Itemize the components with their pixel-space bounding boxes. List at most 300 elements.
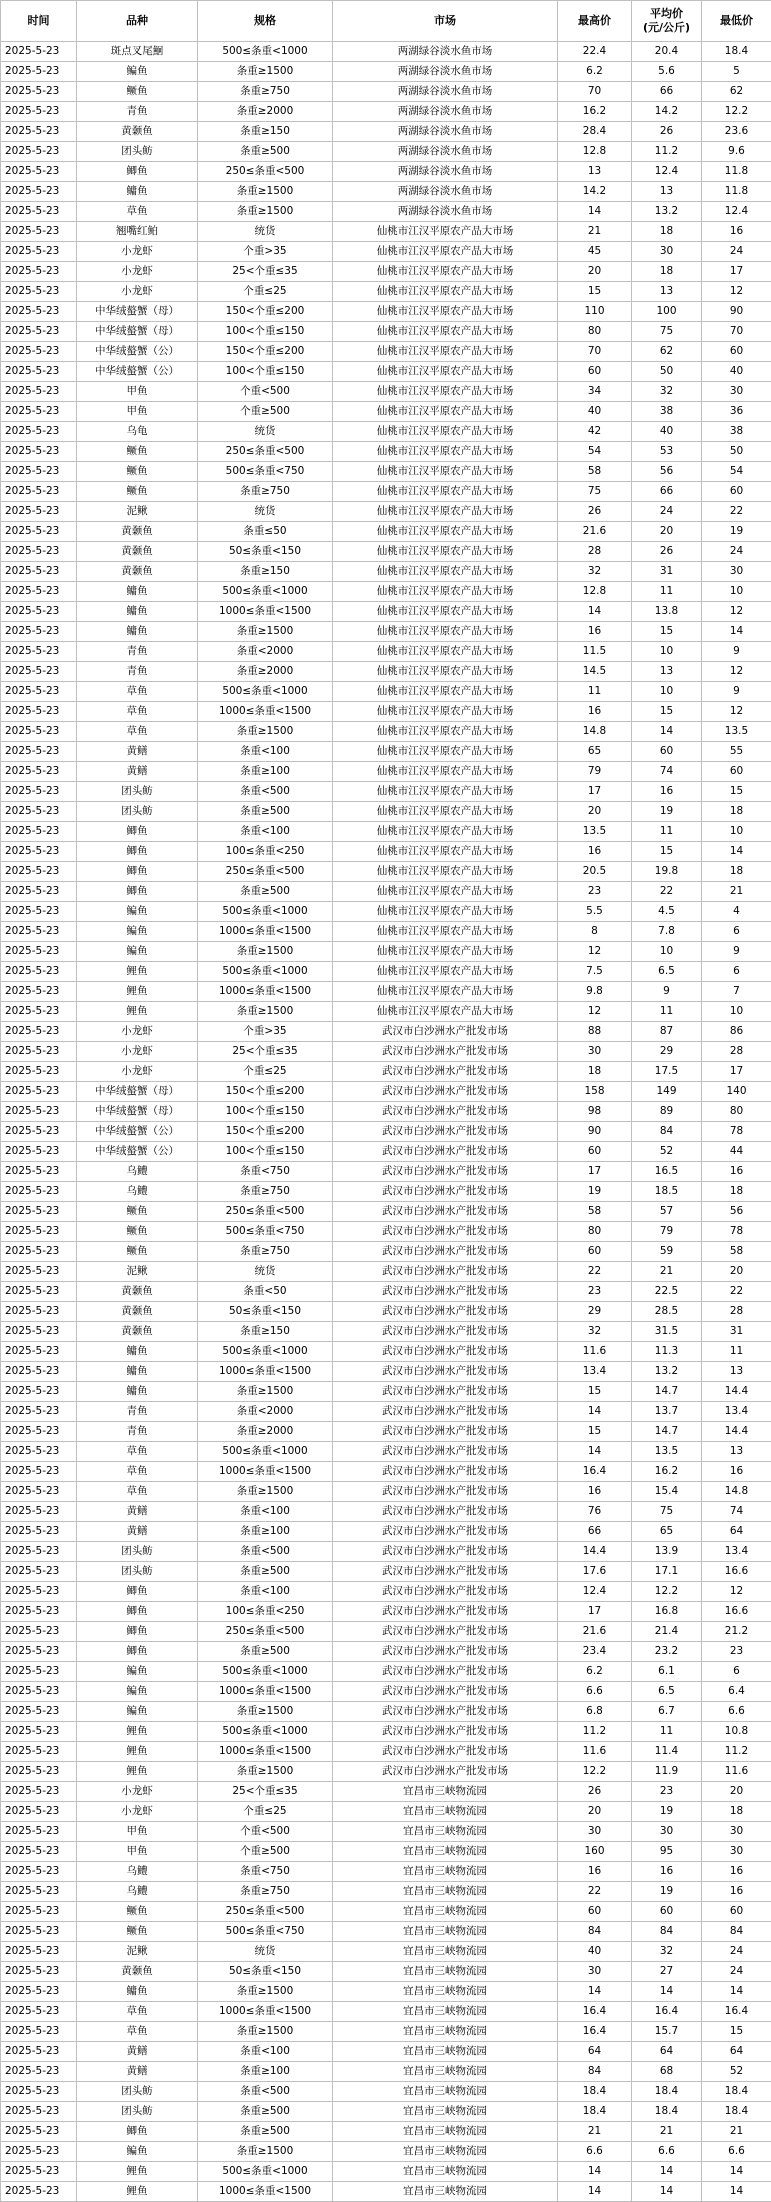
cell-low-price: 22 (702, 502, 771, 522)
cell-time: 2025-5-23 (1, 1282, 77, 1302)
cell-avg-price: 17.5 (632, 1062, 702, 1082)
cell-avg-price: 26 (632, 122, 702, 142)
cell-market: 仙桃市江汉平原农产品大市场 (333, 702, 558, 722)
cell-variety: 团头鲂 (77, 142, 198, 162)
cell-high-price: 58 (558, 1202, 632, 1222)
cell-low-price: 86 (702, 1022, 771, 1042)
cell-avg-price: 32 (632, 382, 702, 402)
cell-avg-price: 11 (632, 1002, 702, 1022)
cell-high-price: 23.4 (558, 1642, 632, 1662)
cell-spec: 统货 (198, 1942, 333, 1962)
cell-variety: 中华绒螯蟹（公） (77, 362, 198, 382)
table-row (1, 862, 771, 882)
cell-variety: 鲤鱼 (77, 1762, 198, 1782)
cell-low-price: 4 (702, 902, 771, 922)
cell-avg-price: 15 (632, 842, 702, 862)
cell-time: 2025-5-23 (1, 442, 77, 462)
cell-time: 2025-5-23 (1, 982, 77, 1002)
cell-time: 2025-5-23 (1, 722, 77, 742)
table-row (1, 1562, 771, 1582)
cell-high-price: 17 (558, 782, 632, 802)
cell-market: 武汉市白沙洲水产批发市场 (333, 1042, 558, 1062)
cell-spec: 条重≥2000 (198, 102, 333, 122)
header-row (1, 1, 771, 42)
cell-time: 2025-5-23 (1, 262, 77, 282)
cell-low-price: 14.8 (702, 1482, 771, 1502)
table-row (1, 762, 771, 782)
cell-time: 2025-5-23 (1, 362, 77, 382)
cell-market: 武汉市白沙洲水产批发市场 (333, 1562, 558, 1582)
cell-avg-price: 64 (632, 2042, 702, 2062)
cell-market: 武汉市白沙洲水产批发市场 (333, 1622, 558, 1642)
cell-avg-price: 19 (632, 1882, 702, 1902)
cell-high-price: 16.4 (558, 2002, 632, 2022)
cell-market: 武汉市白沙洲水产批发市场 (333, 1122, 558, 1142)
table-row (1, 1462, 771, 1482)
cell-time: 2025-5-23 (1, 62, 77, 82)
cell-time: 2025-5-23 (1, 1862, 77, 1882)
cell-high-price: 60 (558, 1242, 632, 1262)
cell-spec: 150<个重≤200 (198, 1122, 333, 1142)
cell-spec: 100<个重≤150 (198, 322, 333, 342)
cell-low-price: 9.6 (702, 142, 771, 162)
cell-time: 2025-5-23 (1, 1882, 77, 1902)
cell-market: 仙桃市江汉平原农产品大市场 (333, 882, 558, 902)
cell-avg-price: 66 (632, 82, 702, 102)
cell-avg-price: 19 (632, 802, 702, 822)
cell-avg-price: 16.2 (632, 1462, 702, 1482)
cell-spec: 条重≥150 (198, 122, 333, 142)
cell-low-price: 6 (702, 962, 771, 982)
table-row (1, 1022, 771, 1042)
cell-avg-price: 9 (632, 982, 702, 1002)
cell-market: 仙桃市江汉平原农产品大市场 (333, 722, 558, 742)
cell-high-price: 16 (558, 842, 632, 862)
cell-time: 2025-5-23 (1, 702, 77, 722)
table-row (1, 962, 771, 982)
cell-market: 武汉市白沙洲水产批发市场 (333, 1722, 558, 1742)
cell-spec: 个重<500 (198, 1822, 333, 1842)
cell-spec: 个重≥500 (198, 402, 333, 422)
header-avg-unit: (元/公斤) (643, 21, 690, 34)
cell-low-price: 12 (702, 1582, 771, 1602)
cell-high-price: 11.2 (558, 1722, 632, 1742)
cell-variety: 草鱼 (77, 722, 198, 742)
table-row (1, 1682, 771, 1702)
cell-market: 两湖绿谷淡水鱼市场 (333, 82, 558, 102)
cell-low-price: 16 (702, 222, 771, 242)
cell-high-price: 20 (558, 1802, 632, 1822)
cell-avg-price: 65 (632, 1522, 702, 1542)
cell-market: 仙桃市江汉平原农产品大市场 (333, 962, 558, 982)
cell-variety: 乌鳢 (77, 1882, 198, 1902)
cell-time: 2025-5-23 (1, 1342, 77, 1362)
cell-market: 仙桃市江汉平原农产品大市场 (333, 282, 558, 302)
table-row (1, 1722, 771, 1742)
cell-market: 宜昌市三峡物流园 (333, 2062, 558, 2082)
cell-time: 2025-5-23 (1, 1162, 77, 1182)
cell-low-price: 54 (702, 462, 771, 482)
cell-spec: 个重>35 (198, 1022, 333, 1042)
cell-market: 宜昌市三峡物流园 (333, 1782, 558, 1802)
cell-low-price: 60 (702, 762, 771, 782)
cell-market: 仙桃市江汉平原农产品大市场 (333, 582, 558, 602)
cell-avg-price: 75 (632, 322, 702, 342)
cell-variety: 团头鲂 (77, 1562, 198, 1582)
cell-variety: 鳊鱼 (77, 922, 198, 942)
cell-avg-price: 15.7 (632, 2022, 702, 2042)
cell-spec: 条重≥100 (198, 762, 333, 782)
cell-time: 2025-5-23 (1, 1662, 77, 1682)
cell-low-price: 21.2 (702, 1622, 771, 1642)
header-spec: 规格 (198, 1, 333, 42)
cell-high-price: 76 (558, 1502, 632, 1522)
cell-avg-price: 13.2 (632, 202, 702, 222)
cell-time: 2025-5-23 (1, 122, 77, 142)
cell-market: 宜昌市三峡物流园 (333, 1922, 558, 1942)
cell-avg-price: 60 (632, 742, 702, 762)
cell-time: 2025-5-23 (1, 182, 77, 202)
cell-variety: 青鱼 (77, 662, 198, 682)
cell-low-price: 23 (702, 1642, 771, 1662)
cell-low-price: 12 (702, 602, 771, 622)
table-row (1, 662, 771, 682)
cell-time: 2025-5-23 (1, 602, 77, 622)
table-row (1, 902, 771, 922)
table-row (1, 562, 771, 582)
cell-variety: 甲鱼 (77, 382, 198, 402)
cell-avg-price: 11 (632, 822, 702, 842)
cell-spec: 条重≥150 (198, 1322, 333, 1342)
cell-high-price: 19 (558, 1182, 632, 1202)
cell-avg-price: 15 (632, 622, 702, 642)
cell-spec: 统货 (198, 502, 333, 522)
cell-low-price: 50 (702, 442, 771, 462)
cell-variety: 草鱼 (77, 2022, 198, 2042)
cell-high-price: 11.5 (558, 642, 632, 662)
cell-variety: 鲤鱼 (77, 982, 198, 1002)
cell-avg-price: 13.9 (632, 1542, 702, 1562)
cell-time: 2025-5-23 (1, 1562, 77, 1582)
cell-time: 2025-5-23 (1, 42, 77, 62)
cell-variety: 鲫鱼 (77, 1642, 198, 1662)
table-row (1, 122, 771, 142)
cell-high-price: 60 (558, 1142, 632, 1162)
cell-low-price: 16.6 (702, 1562, 771, 1582)
cell-spec: 条重≥500 (198, 2122, 333, 2142)
cell-avg-price: 16 (632, 1862, 702, 1882)
cell-spec: 条重≥500 (198, 1642, 333, 1662)
cell-avg-price: 13.5 (632, 1442, 702, 1462)
cell-low-price: 12 (702, 702, 771, 722)
cell-spec: 150<个重≤200 (198, 1082, 333, 1102)
cell-market: 武汉市白沙洲水产批发市场 (333, 1502, 558, 1522)
cell-low-price: 74 (702, 1502, 771, 1522)
cell-time: 2025-5-23 (1, 422, 77, 442)
cell-low-price: 16.4 (702, 2002, 771, 2022)
cell-avg-price: 21 (632, 2122, 702, 2142)
cell-low-price: 21 (702, 2122, 771, 2142)
cell-market: 武汉市白沙洲水产批发市场 (333, 1242, 558, 1262)
cell-time: 2025-5-23 (1, 1502, 77, 1522)
cell-variety: 斑点叉尾鮰 (77, 42, 198, 62)
cell-market: 宜昌市三峡物流园 (333, 2082, 558, 2102)
cell-high-price: 11.6 (558, 1742, 632, 1762)
cell-spec: 条重≥750 (198, 1242, 333, 1262)
cell-time: 2025-5-23 (1, 102, 77, 122)
cell-spec: 500≤条重<1000 (198, 42, 333, 62)
cell-market: 宜昌市三峡物流园 (333, 2042, 558, 2062)
cell-spec: 500≤条重<750 (198, 1922, 333, 1942)
cell-time: 2025-5-23 (1, 282, 77, 302)
cell-time: 2025-5-23 (1, 682, 77, 702)
table-row (1, 302, 771, 322)
table-row (1, 1762, 771, 1782)
cell-high-price: 5.5 (558, 902, 632, 922)
cell-spec: 500≤条重<1000 (198, 962, 333, 982)
cell-time: 2025-5-23 (1, 462, 77, 482)
table-row (1, 182, 771, 202)
cell-low-price: 55 (702, 742, 771, 762)
cell-high-price: 14.5 (558, 662, 632, 682)
cell-time: 2025-5-23 (1, 1382, 77, 1402)
cell-high-price: 79 (558, 762, 632, 782)
cell-time: 2025-5-23 (1, 1922, 77, 1942)
cell-time: 2025-5-23 (1, 1762, 77, 1782)
cell-avg-price: 66 (632, 482, 702, 502)
table-row (1, 382, 771, 402)
cell-variety: 小龙虾 (77, 1062, 198, 1082)
cell-high-price: 75 (558, 482, 632, 502)
cell-high-price: 40 (558, 1942, 632, 1962)
cell-time: 2025-5-23 (1, 802, 77, 822)
cell-spec: 250≤条重<500 (198, 1902, 333, 1922)
cell-time: 2025-5-23 (1, 1242, 77, 1262)
cell-low-price: 70 (702, 322, 771, 342)
table-row (1, 262, 771, 282)
cell-spec: 100<个重≤150 (198, 362, 333, 382)
cell-avg-price: 26 (632, 542, 702, 562)
cell-spec: 条重≥1500 (198, 1702, 333, 1722)
cell-time: 2025-5-23 (1, 162, 77, 182)
cell-market: 仙桃市江汉平原农产品大市场 (333, 462, 558, 482)
cell-market: 仙桃市江汉平原农产品大市场 (333, 762, 558, 782)
cell-avg-price: 29 (632, 1042, 702, 1062)
cell-time: 2025-5-23 (1, 1402, 77, 1422)
cell-high-price: 6.2 (558, 62, 632, 82)
cell-avg-price: 75 (632, 1502, 702, 1522)
cell-low-price: 60 (702, 342, 771, 362)
cell-market: 仙桃市江汉平原农产品大市场 (333, 602, 558, 622)
cell-avg-price: 4.5 (632, 902, 702, 922)
cell-spec: 条重≥1500 (198, 182, 333, 202)
cell-variety: 黄颡鱼 (77, 122, 198, 142)
cell-high-price: 158 (558, 1082, 632, 1102)
cell-spec: 统货 (198, 422, 333, 442)
cell-spec: 条重<750 (198, 1162, 333, 1182)
cell-market: 武汉市白沙洲水产批发市场 (333, 1662, 558, 1682)
cell-low-price: 38 (702, 422, 771, 442)
table-row (1, 322, 771, 342)
cell-market: 武汉市白沙洲水产批发市场 (333, 1222, 558, 1242)
cell-market: 武汉市白沙洲水产批发市场 (333, 1582, 558, 1602)
cell-high-price: 60 (558, 1902, 632, 1922)
cell-high-price: 14 (558, 202, 632, 222)
cell-low-price: 14 (702, 2182, 771, 2202)
cell-time: 2025-5-23 (1, 902, 77, 922)
cell-variety: 草鱼 (77, 1462, 198, 1482)
cell-variety: 乌鳢 (77, 1162, 198, 1182)
cell-time: 2025-5-23 (1, 1042, 77, 1062)
table-row (1, 42, 771, 62)
cell-market: 武汉市白沙洲水产批发市场 (333, 1542, 558, 1562)
cell-spec: 25<个重≤35 (198, 1782, 333, 1802)
cell-low-price: 12.4 (702, 202, 771, 222)
cell-market: 武汉市白沙洲水产批发市场 (333, 1602, 558, 1622)
cell-avg-price: 11 (632, 582, 702, 602)
cell-time: 2025-5-23 (1, 1062, 77, 1082)
cell-avg-price: 14 (632, 2162, 702, 2182)
cell-spec: 条重<100 (198, 742, 333, 762)
cell-market: 仙桃市江汉平原农产品大市场 (333, 802, 558, 822)
cell-low-price: 22 (702, 1282, 771, 1302)
cell-avg-price: 20.4 (632, 42, 702, 62)
table-row (1, 2122, 771, 2142)
cell-time: 2025-5-23 (1, 242, 77, 262)
cell-low-price: 64 (702, 2042, 771, 2062)
cell-time: 2025-5-23 (1, 1982, 77, 2002)
cell-avg-price: 84 (632, 1122, 702, 1142)
cell-low-price: 18.4 (702, 42, 771, 62)
cell-low-price: 24 (702, 1942, 771, 1962)
table-row (1, 1082, 771, 1102)
cell-high-price: 28 (558, 542, 632, 562)
cell-avg-price: 13 (632, 182, 702, 202)
cell-time: 2025-5-23 (1, 502, 77, 522)
cell-variety: 鲫鱼 (77, 882, 198, 902)
table-row (1, 1102, 771, 1122)
cell-avg-price: 7.8 (632, 922, 702, 942)
cell-spec: 1000≤条重<1500 (198, 602, 333, 622)
cell-high-price: 88 (558, 1022, 632, 1042)
cell-market: 宜昌市三峡物流园 (333, 2142, 558, 2162)
table-row (1, 1002, 771, 1022)
cell-variety: 鳙鱼 (77, 602, 198, 622)
cell-low-price: 9 (702, 682, 771, 702)
table-row (1, 202, 771, 222)
cell-spec: 1000≤条重<1500 (198, 702, 333, 722)
cell-high-price: 16 (558, 1862, 632, 1882)
cell-spec: 条重≥1500 (198, 1482, 333, 1502)
cell-market: 宜昌市三峡物流园 (333, 1902, 558, 1922)
cell-time: 2025-5-23 (1, 2122, 77, 2142)
cell-low-price: 16.6 (702, 1602, 771, 1622)
cell-market: 仙桃市江汉平原农产品大市场 (333, 242, 558, 262)
cell-low-price: 30 (702, 562, 771, 582)
cell-time: 2025-5-23 (1, 1522, 77, 1542)
cell-high-price: 30 (558, 1042, 632, 1062)
cell-market: 宜昌市三峡物流园 (333, 1842, 558, 1862)
cell-high-price: 13.5 (558, 822, 632, 842)
cell-high-price: 15 (558, 1382, 632, 1402)
cell-low-price: 84 (702, 1922, 771, 1942)
cell-variety: 泥鳅 (77, 1942, 198, 1962)
table-row (1, 142, 771, 162)
table-row (1, 1542, 771, 1562)
cell-avg-price: 18 (632, 222, 702, 242)
cell-spec: 条重≥1500 (198, 1982, 333, 2002)
cell-avg-price: 74 (632, 762, 702, 782)
cell-spec: 条重<100 (198, 2042, 333, 2062)
cell-avg-price: 16.5 (632, 1162, 702, 1182)
cell-high-price: 26 (558, 1782, 632, 1802)
cell-high-price: 42 (558, 422, 632, 442)
cell-spec: 条重≥2000 (198, 1422, 333, 1442)
cell-low-price: 18 (702, 862, 771, 882)
cell-market: 宜昌市三峡物流园 (333, 2022, 558, 2042)
cell-high-price: 84 (558, 1922, 632, 1942)
table-row (1, 1162, 771, 1182)
cell-market: 仙桃市江汉平原农产品大市场 (333, 302, 558, 322)
cell-spec: 500≤条重<1000 (198, 682, 333, 702)
cell-market: 宜昌市三峡物流园 (333, 1802, 558, 1822)
cell-variety: 黄颡鱼 (77, 562, 198, 582)
cell-variety: 鳙鱼 (77, 1982, 198, 2002)
cell-variety: 黄鳝 (77, 2062, 198, 2082)
cell-avg-price: 27 (632, 1962, 702, 1982)
cell-high-price: 45 (558, 242, 632, 262)
cell-avg-price: 30 (632, 1822, 702, 1842)
cell-high-price: 14 (558, 2182, 632, 2202)
cell-variety: 小龙虾 (77, 262, 198, 282)
cell-spec: 条重≥1500 (198, 622, 333, 642)
cell-market: 仙桃市江汉平原农产品大市场 (333, 662, 558, 682)
cell-high-price: 11 (558, 682, 632, 702)
cell-low-price: 21 (702, 882, 771, 902)
cell-spec: 1000≤条重<1500 (198, 1742, 333, 1762)
cell-time: 2025-5-23 (1, 1222, 77, 1242)
cell-low-price: 15 (702, 782, 771, 802)
cell-variety: 鳜鱼 (77, 482, 198, 502)
cell-avg-price: 12.2 (632, 1582, 702, 1602)
table-row (1, 1362, 771, 1382)
cell-low-price: 23.6 (702, 122, 771, 142)
cell-avg-price: 6.1 (632, 1662, 702, 1682)
cell-high-price: 58 (558, 462, 632, 482)
cell-high-price: 20.5 (558, 862, 632, 882)
cell-market: 武汉市白沙洲水产批发市场 (333, 1142, 558, 1162)
cell-low-price: 9 (702, 642, 771, 662)
table-row (1, 1902, 771, 1922)
cell-variety: 鲤鱼 (77, 2182, 198, 2202)
cell-avg-price: 149 (632, 1082, 702, 1102)
cell-low-price: 11.8 (702, 182, 771, 202)
cell-time: 2025-5-23 (1, 82, 77, 102)
cell-market: 宜昌市三峡物流园 (333, 1882, 558, 1902)
cell-low-price: 6 (702, 922, 771, 942)
cell-avg-price: 53 (632, 442, 702, 462)
cell-spec: 50≤条重<150 (198, 542, 333, 562)
cell-high-price: 18.4 (558, 2082, 632, 2102)
cell-market: 宜昌市三峡物流园 (333, 1822, 558, 1842)
table-row (1, 402, 771, 422)
cell-avg-price: 18.4 (632, 2082, 702, 2102)
cell-avg-price: 18 (632, 262, 702, 282)
cell-low-price: 44 (702, 1142, 771, 1162)
cell-high-price: 32 (558, 562, 632, 582)
cell-avg-price: 62 (632, 342, 702, 362)
table-row (1, 1822, 771, 1842)
